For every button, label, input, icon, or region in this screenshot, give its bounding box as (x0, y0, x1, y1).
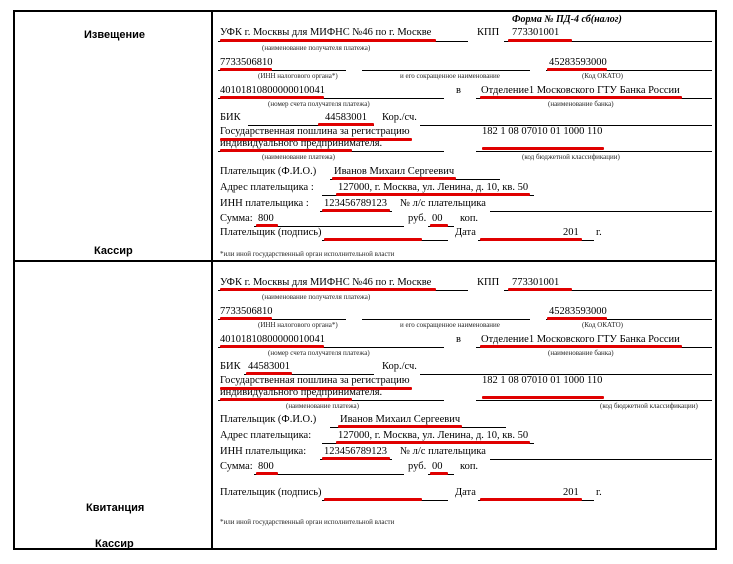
cashier-label-bottom: Кассир (95, 538, 134, 550)
account-highlight (220, 96, 324, 99)
short-name-underline (362, 319, 530, 320)
address-highlight (336, 441, 530, 444)
kbk-caption: (код бюджетной классификации) (600, 402, 698, 410)
kbk-underline (476, 151, 712, 152)
year-suffix: г. (596, 227, 602, 238)
korr-label: Кор./сч. (382, 361, 417, 372)
ls-label: № л/с плательщика (400, 446, 486, 457)
bik-value: 44583001 (325, 112, 367, 123)
receipt-label: Квитанция (86, 502, 145, 514)
kpp-label: КПП (477, 27, 500, 38)
sum-kop-highlight (430, 472, 448, 475)
column-divider (211, 10, 213, 550)
okato-highlight (547, 317, 607, 320)
bank-preposition: в (456, 334, 461, 345)
payment-caption: (наименование платежа) (286, 402, 359, 410)
kpp-value: 773301001 (512, 277, 560, 288)
payment-highlight-2 (220, 149, 352, 152)
payment-value-line2: индивидуального предпринимателя. (220, 387, 383, 398)
ls-label: № л/с плательщика (400, 198, 486, 209)
inn-payer-highlight (322, 457, 390, 460)
inn-payer-value: 123456789123 (324, 446, 387, 457)
sign-highlight (324, 238, 422, 241)
kpp-value: 773301001 (512, 27, 560, 38)
ls-underline (490, 459, 712, 460)
date-highlight (480, 238, 582, 241)
kpp-label: КПП (477, 277, 500, 288)
year-value: 201 (563, 227, 579, 238)
short-name-caption: и его сокращенное наименование (400, 321, 500, 329)
kbk-highlight (482, 396, 604, 399)
okato-value: 45283593000 (549, 57, 607, 68)
inn-caption: (ИНН налогового органа*) (258, 321, 338, 329)
kop-label: коп. (460, 213, 479, 224)
sum-label: Сумма: (220, 461, 253, 472)
kbk-caption: (код бюджетной классификации) (522, 153, 620, 161)
form-title: Форма № ПД-4 сб(налог) (512, 14, 622, 25)
payment-value-line1: Государственная пошлина за регистрацию (220, 375, 410, 386)
inn-caption: (ИНН налогового органа*) (258, 72, 338, 80)
short-name-caption: и его сокращенное наименование (400, 72, 500, 80)
payment-value-line2: индивидуального предпринимателя. (220, 138, 383, 149)
okato-value: 45283593000 (549, 306, 607, 317)
inn-value: 7733506810 (220, 57, 273, 68)
payment-caption: (наименование платежа) (262, 153, 335, 161)
recipient-caption: (наименование получателя платежа) (262, 293, 371, 301)
address-label: Адрес плательщика : (220, 182, 314, 193)
sum-kop-value: 00 (432, 461, 443, 472)
ls-underline (490, 211, 712, 212)
address-highlight (336, 193, 530, 196)
bank-caption: (наименование банка) (548, 349, 614, 357)
recipient-value: УФК г. Москвы для МИФНС №46 по г. Москве (220, 27, 432, 38)
payment-highlight-2 (220, 398, 352, 401)
kpp-highlight (508, 39, 572, 42)
sum-label: Сумма: (220, 213, 253, 224)
inn-payer-label: ИНН плательщика: (220, 446, 307, 457)
kop-label: коп. (460, 461, 479, 472)
account-caption: (номер счета получателя платежа) (268, 349, 370, 357)
year-value: 201 (563, 487, 579, 498)
okato-caption: (Код ОКАТО) (582, 72, 623, 80)
sign-label: Плательщик (подпись) (220, 487, 322, 498)
account-value: 40101810800000010041 (220, 85, 325, 96)
sum-kop-value: 00 (432, 213, 443, 224)
kbk-highlight (482, 147, 604, 150)
kpp-highlight (508, 288, 572, 291)
bik-value: 44583001 (248, 361, 290, 372)
recipient-caption: (наименование получателя платежа) (262, 44, 371, 52)
kbk-value: 182 1 08 07010 01 1000 110 (482, 375, 603, 386)
bank-highlight (480, 96, 682, 99)
bank-highlight (480, 345, 682, 348)
bank-value: Отделение1 Московского ГТУ Банка России (481, 334, 680, 345)
address-value: 127000, г. Москва, ул. Ленина, д. 10, кв. 50 (338, 182, 529, 193)
bank-value: Отделение1 Московского ГТУ Банка России (481, 85, 680, 96)
recipient-highlight (220, 288, 436, 291)
rub-label: руб. (408, 213, 427, 224)
recipient-highlight (220, 39, 436, 42)
bank-preposition: в (456, 85, 461, 96)
payer-highlight (332, 177, 456, 180)
short-name-underline (362, 70, 530, 71)
footnote: *или иной государственный орган исполнительной власти (220, 518, 395, 526)
korr-label: Кор./сч. (382, 112, 417, 123)
notice-label: Извещение (84, 29, 146, 41)
okato-highlight (547, 68, 607, 71)
inn-highlight (220, 68, 272, 71)
payer-label: Плательщик (Ф.И.О.) (220, 414, 317, 425)
bik-label: БИК (220, 361, 241, 372)
bik-label: БИК (220, 112, 241, 123)
payer-highlight (338, 425, 462, 428)
kbk-underline (476, 400, 712, 401)
date-label: Дата (455, 227, 476, 238)
section-divider (13, 260, 717, 262)
date-highlight (480, 498, 582, 501)
sum-kop-highlight (430, 224, 448, 227)
inn-payer-value: 123456789123 (324, 198, 387, 209)
address-label: Адрес плательщика: (220, 430, 312, 441)
account-highlight (220, 345, 324, 348)
inn-value: 7733506810 (220, 306, 273, 317)
rub-label: руб. (408, 461, 427, 472)
inn-highlight (220, 317, 272, 320)
year-suffix: г. (596, 487, 602, 498)
sum-rub-highlight (256, 472, 278, 475)
sign-highlight (324, 498, 422, 501)
okato-caption: (Код ОКАТО) (582, 321, 623, 329)
cashier-label-top: Кассир (94, 245, 133, 257)
account-value: 40101810800000010041 (220, 334, 325, 345)
payment-value-line1: Государственная пошлина за регистрацию (220, 126, 410, 137)
address-value: 127000, г. Москва, ул. Ленина, д. 10, кв. 50 (338, 430, 529, 441)
inn-payer-label: ИНН плательщика : (220, 198, 309, 209)
sign-label: Плательщик (подпись) (220, 227, 322, 238)
sum-rub-value: 800 (258, 461, 274, 472)
account-caption: (номер счета получателя платежа) (268, 100, 370, 108)
footnote: *или иной государственный орган исполнительной власти (220, 250, 395, 258)
payer-value: Иванов Михаил Сергеевич (334, 166, 455, 177)
recipient-value: УФК г. Москвы для МИФНС №46 по г. Москве (220, 277, 432, 288)
inn-payer-highlight (322, 209, 390, 212)
date-label: Дата (455, 487, 476, 498)
sum-rub-value: 800 (258, 213, 274, 224)
bank-caption: (наименование банка) (548, 100, 614, 108)
payer-label: Плательщик (Ф.И.О.) (220, 166, 317, 177)
payer-value: Иванов Михаил Сергеевич (340, 414, 461, 425)
kbk-value: 182 1 08 07010 01 1000 110 (482, 126, 603, 137)
